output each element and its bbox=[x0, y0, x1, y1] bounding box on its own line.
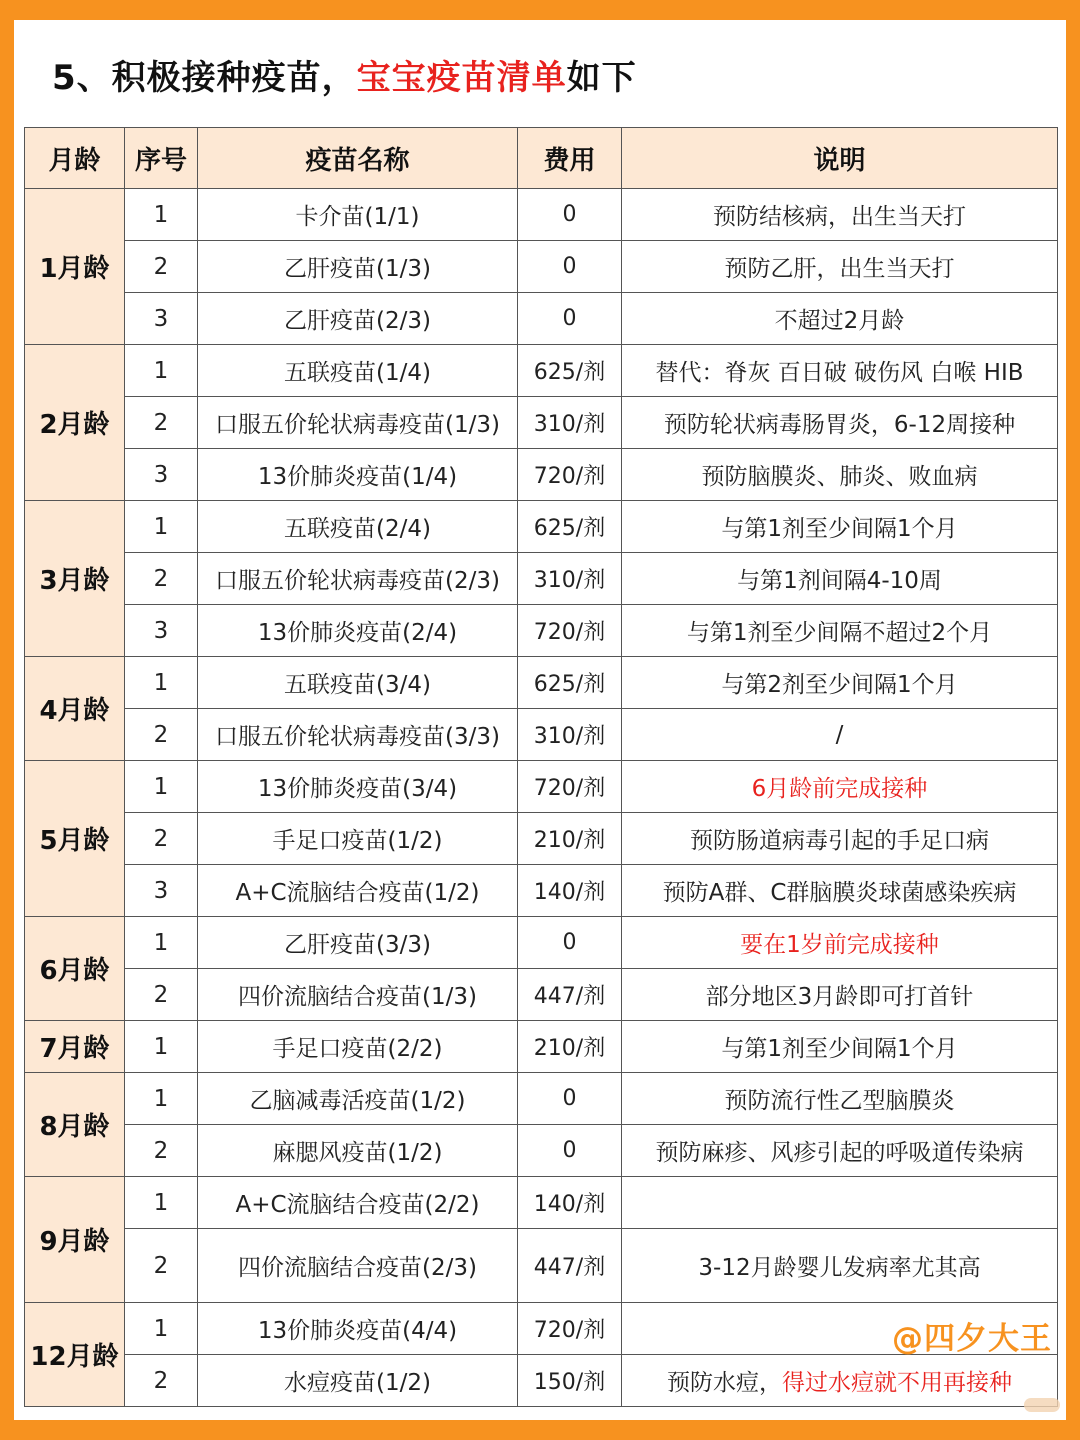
cost-cell: 720/剂 bbox=[518, 449, 622, 501]
note-cell: 预防肠道病毒引起的手足口病 bbox=[622, 813, 1058, 865]
index-cell: 1 bbox=[125, 1177, 198, 1229]
index-cell: 3 bbox=[125, 865, 198, 917]
index-cell: 2 bbox=[125, 1355, 198, 1407]
vaccine-name-cell: 手足口疫苗(2/2) bbox=[198, 1021, 518, 1073]
vaccine-name-cell: 五联疫苗(1/4) bbox=[198, 345, 518, 397]
cost-cell: 0 bbox=[518, 293, 622, 345]
header-index: 序号 bbox=[125, 128, 198, 189]
table-row bbox=[25, 1355, 1058, 1407]
index-cell: 1 bbox=[125, 761, 198, 813]
cost-cell: 0 bbox=[518, 189, 622, 241]
header-month: 月龄 bbox=[25, 128, 125, 189]
cost-cell: 150/剂 bbox=[518, 1355, 622, 1407]
table-row bbox=[25, 501, 1058, 553]
header-note: 说明 bbox=[622, 128, 1058, 189]
cost-cell: 0 bbox=[518, 241, 622, 293]
month-cell: 4月龄 bbox=[25, 657, 125, 761]
table-row bbox=[25, 189, 1058, 241]
table-row bbox=[25, 761, 1058, 813]
table-header-row bbox=[25, 128, 1058, 189]
index-cell: 2 bbox=[125, 397, 198, 449]
index-cell: 2 bbox=[125, 1125, 198, 1177]
note-cell: 替代：脊灰 百日破 破伤风 白喉 HIB bbox=[622, 345, 1058, 397]
note-cell: 要在1岁前完成接种 bbox=[622, 917, 1058, 969]
table-row bbox=[25, 917, 1058, 969]
index-cell: 2 bbox=[125, 969, 198, 1021]
index-cell: 2 bbox=[125, 813, 198, 865]
vaccine-name-cell: 13价肺炎疫苗(1/4) bbox=[198, 449, 518, 501]
table-row bbox=[25, 1021, 1058, 1073]
header-name: 疫苗名称 bbox=[198, 128, 518, 189]
month-cell: 3月龄 bbox=[25, 501, 125, 657]
note-highlight: 得过水痘就不用再接种 bbox=[782, 1370, 1012, 1396]
cost-cell: 625/剂 bbox=[518, 501, 622, 553]
note-cell: 预防A群、C群脑膜炎球菌感染疾病 bbox=[622, 865, 1058, 917]
note-cell: 与第1剂至少间隔1个月 bbox=[622, 1021, 1058, 1073]
title-prefix: 5、积极接种疫苗， bbox=[52, 58, 357, 98]
vaccine-name-cell: 口服五价轮状病毒疫苗(2/3) bbox=[198, 553, 518, 605]
cost-cell: 310/剂 bbox=[518, 553, 622, 605]
vaccine-name-cell: 乙肝疫苗(2/3) bbox=[198, 293, 518, 345]
vaccine-name-cell: 四价流脑结合疫苗(2/3) bbox=[198, 1229, 518, 1303]
cost-cell: 720/剂 bbox=[518, 761, 622, 813]
corner-badge bbox=[1024, 1398, 1060, 1412]
table-row bbox=[25, 709, 1058, 761]
index-cell: 1 bbox=[125, 1303, 198, 1355]
vaccine-name-cell: 五联疫苗(2/4) bbox=[198, 501, 518, 553]
vaccine-name-cell: 乙肝疫苗(3/3) bbox=[198, 917, 518, 969]
vaccine-table bbox=[24, 127, 1058, 1407]
index-cell: 1 bbox=[125, 657, 198, 709]
index-cell: 1 bbox=[125, 1073, 198, 1125]
title-highlight: 宝宝疫苗清单 bbox=[356, 58, 567, 98]
vaccine-name-cell: 口服五价轮状病毒疫苗(1/3) bbox=[198, 397, 518, 449]
cost-cell: 0 bbox=[518, 917, 622, 969]
note-cell: 部分地区3月龄即可打首针 bbox=[622, 969, 1058, 1021]
cost-cell: 447/剂 bbox=[518, 1229, 622, 1303]
index-cell: 1 bbox=[125, 501, 198, 553]
note-cell: 预防麻疹、风疹引起的呼吸道传染病 bbox=[622, 1125, 1058, 1177]
note-cell: 与第1剂间隔4-10周 bbox=[622, 553, 1058, 605]
cost-cell: 210/剂 bbox=[518, 1021, 622, 1073]
month-cell: 8月龄 bbox=[25, 1073, 125, 1177]
note-cell bbox=[622, 1177, 1058, 1229]
table-row bbox=[25, 865, 1058, 917]
note-cell: 与第1剂至少间隔1个月 bbox=[622, 501, 1058, 553]
vaccine-name-cell: A+C流脑结合疫苗(2/2) bbox=[198, 1177, 518, 1229]
table-row bbox=[25, 969, 1058, 1021]
note-cell: 与第2剂至少间隔1个月 bbox=[622, 657, 1058, 709]
cost-cell: 0 bbox=[518, 1073, 622, 1125]
note-text: 预防水痘， bbox=[667, 1370, 782, 1396]
table-row bbox=[25, 605, 1058, 657]
index-cell: 2 bbox=[125, 241, 198, 293]
note-cell: 与第1剂至少间隔不超过2个月 bbox=[622, 605, 1058, 657]
table-row bbox=[25, 813, 1058, 865]
cost-cell: 140/剂 bbox=[518, 1177, 622, 1229]
vaccine-name-cell: 13价肺炎疫苗(4/4) bbox=[198, 1303, 518, 1355]
index-cell: 1 bbox=[125, 917, 198, 969]
vaccine-name-cell: 卡介苗(1/1) bbox=[198, 189, 518, 241]
month-cell: 7月龄 bbox=[25, 1021, 125, 1073]
table-row bbox=[25, 345, 1058, 397]
cost-cell: 310/剂 bbox=[518, 709, 622, 761]
note-cell: 3-12月龄婴儿发病率尤其高 bbox=[622, 1229, 1058, 1303]
note-cell: 预防结核病，出生当天打 bbox=[622, 189, 1058, 241]
table-row bbox=[25, 241, 1058, 293]
index-cell: 2 bbox=[125, 709, 198, 761]
vaccine-name-cell: 麻腮风疫苗(1/2) bbox=[198, 1125, 518, 1177]
vaccine-name-cell: 口服五价轮状病毒疫苗(3/3) bbox=[198, 709, 518, 761]
note-cell: 预防脑膜炎、肺炎、败血病 bbox=[622, 449, 1058, 501]
vaccine-name-cell: 四价流脑结合疫苗(1/3) bbox=[198, 969, 518, 1021]
table-row bbox=[25, 1229, 1058, 1303]
month-cell: 2月龄 bbox=[25, 345, 125, 501]
note-cell: 预防轮状病毒肠胃炎，6-12周接种 bbox=[622, 397, 1058, 449]
table-row bbox=[25, 449, 1058, 501]
vaccine-name-cell: A+C流脑结合疫苗(1/2) bbox=[198, 865, 518, 917]
index-cell: 2 bbox=[125, 1229, 198, 1303]
note-cell: / bbox=[622, 709, 1058, 761]
index-cell: 3 bbox=[125, 293, 198, 345]
table-body bbox=[25, 189, 1058, 1407]
vaccine-name-cell: 五联疫苗(3/4) bbox=[198, 657, 518, 709]
vaccine-name-cell: 乙肝疫苗(1/3) bbox=[198, 241, 518, 293]
month-cell: 12月龄 bbox=[25, 1303, 125, 1407]
cost-cell: 720/剂 bbox=[518, 1303, 622, 1355]
cost-cell: 310/剂 bbox=[518, 397, 622, 449]
index-cell: 2 bbox=[125, 553, 198, 605]
cost-cell: 210/剂 bbox=[518, 813, 622, 865]
title-suffix: 如下 bbox=[566, 58, 637, 98]
cost-cell: 447/剂 bbox=[518, 969, 622, 1021]
cost-cell: 140/剂 bbox=[518, 865, 622, 917]
vaccine-name-cell: 手足口疫苗(1/2) bbox=[198, 813, 518, 865]
index-cell: 1 bbox=[125, 189, 198, 241]
table-row bbox=[25, 1177, 1058, 1229]
vaccine-name-cell: 乙脑减毒活疫苗(1/2) bbox=[198, 1073, 518, 1125]
table-row bbox=[25, 397, 1058, 449]
note-cell bbox=[622, 1355, 1058, 1407]
table-row bbox=[25, 553, 1058, 605]
month-cell: 5月龄 bbox=[25, 761, 125, 917]
month-cell: 9月龄 bbox=[25, 1177, 125, 1303]
index-cell: 3 bbox=[125, 605, 198, 657]
table-row bbox=[25, 1073, 1058, 1125]
note-cell: 预防乙肝，出生当天打 bbox=[622, 241, 1058, 293]
table-row bbox=[25, 293, 1058, 345]
index-cell: 3 bbox=[125, 449, 198, 501]
vaccine-name-cell: 水痘疫苗(1/2) bbox=[198, 1355, 518, 1407]
month-cell: 6月龄 bbox=[25, 917, 125, 1021]
note-cell: 预防流行性乙型脑膜炎 bbox=[622, 1073, 1058, 1125]
month-cell: 1月龄 bbox=[25, 189, 125, 345]
header-cost: 费用 bbox=[518, 128, 622, 189]
cost-cell: 0 bbox=[518, 1125, 622, 1177]
note-cell: 不超过2月龄 bbox=[622, 293, 1058, 345]
cost-cell: 625/剂 bbox=[518, 345, 622, 397]
index-cell: 1 bbox=[125, 1021, 198, 1073]
index-cell: 1 bbox=[125, 345, 198, 397]
author-watermark: @四夕大王 bbox=[892, 1321, 1052, 1357]
table-row bbox=[25, 657, 1058, 709]
vaccine-name-cell: 13价肺炎疫苗(3/4) bbox=[198, 761, 518, 813]
page-title bbox=[52, 52, 637, 104]
note-cell: 6月龄前完成接种 bbox=[622, 761, 1058, 813]
cost-cell: 720/剂 bbox=[518, 605, 622, 657]
cost-cell: 625/剂 bbox=[518, 657, 622, 709]
table-row bbox=[25, 1125, 1058, 1177]
vaccine-name-cell: 13价肺炎疫苗(2/4) bbox=[198, 605, 518, 657]
